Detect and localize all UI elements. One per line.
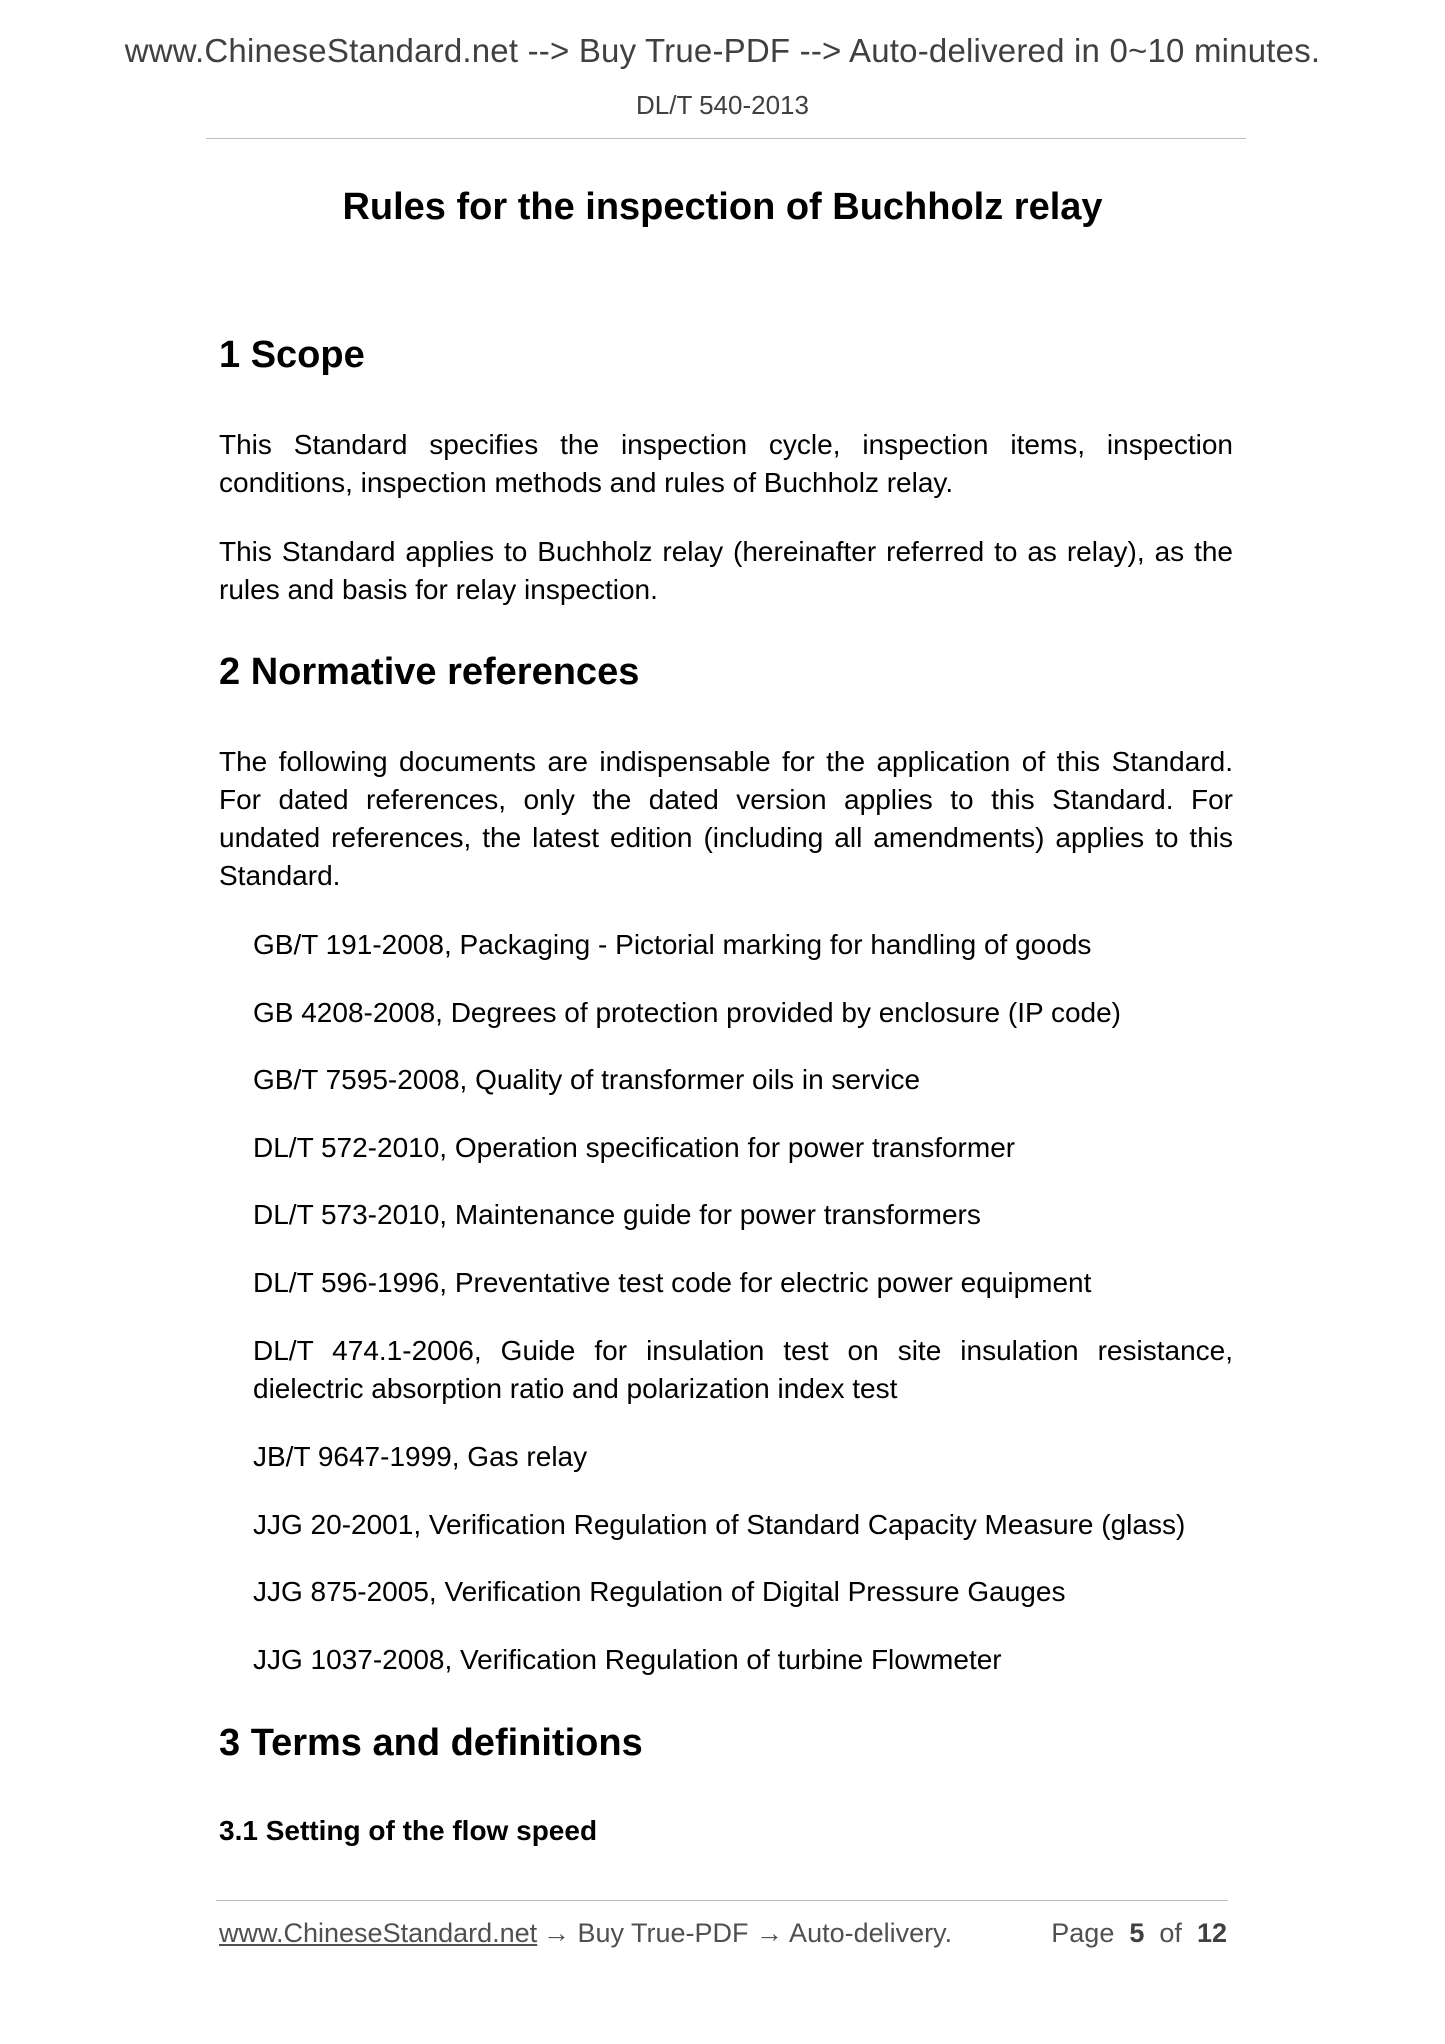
reference-item: JJG 20-2001, Verification Regulation of Standard Capacity Measure (glass) [253, 1509, 1186, 1540]
page-label: Page [1051, 1918, 1115, 1948]
references-intro: The following documents are indispensable for the application of this Standard. For dated references, only the dated version applies to this Standard. For undated references, the latest edition (including all amendments) applies to this Standard. [219, 746, 1233, 891]
reference-item: JJG 875-2005, Verification Regulation of Digital Pressure Gauges [253, 1576, 1066, 1607]
reference-item: DL/T 596-1996, Preventative test code for electric power equipment [253, 1267, 1092, 1298]
footer-tagline: → Buy True-PDF → Auto-delivery. [543, 1918, 953, 1948]
page-of: of [1159, 1918, 1182, 1948]
document-title: Rules for the inspection of Buchholz relay [342, 186, 1103, 228]
page-current: 5 [1129, 1918, 1145, 1948]
footer [219, 1918, 1229, 1958]
scope-paragraph-1: This Standard specifies the inspection cycle, inspection items, inspection conditions, inspection methods and rules of Buchholz relay. [219, 429, 1233, 498]
reference-item: DL/T 474.1-2006, Guide for insulation test on site insulation resistance, dielectric absorption ratio and polarization index test [253, 1335, 1233, 1404]
section-heading-references: 2 Normative references [219, 651, 640, 693]
site-banner: www.ChineseStandard.net --> Buy True-PDF --> Auto-delivered in 0~10 minutes. [124, 32, 1321, 69]
reference-item: JJG 1037-2008, Verification Regulation of turbine Flowmeter [253, 1644, 1002, 1675]
standard-code: DL/T 540-2013 [636, 90, 809, 120]
reference-item: DL/T 573-2010, Maintenance guide for power transformers [253, 1199, 981, 1230]
reference-item: GB 4208-2008, Degrees of protection provided by enclosure (IP code) [253, 997, 1121, 1028]
page-total: 12 [1196, 1918, 1227, 1948]
footer-divider [216, 1900, 1228, 1901]
page-indicator [1051, 1918, 1227, 1949]
reference-item: GB/T 191-2008, Packaging - Pictorial marking for handling of goods [253, 929, 1092, 960]
section-heading-terms: 3 Terms and definitions [219, 1722, 643, 1764]
reference-item: DL/T 572-2010, Operation specification for power transformer [253, 1132, 1016, 1163]
footer-site-link[interactable]: www.ChineseStandard.net [219, 1918, 538, 1948]
section-heading-scope: 1 Scope [219, 334, 365, 376]
header-divider [206, 138, 1246, 139]
reference-item: GB/T 7595-2008, Quality of transformer oils in service [253, 1064, 921, 1095]
scope-paragraph-2: This Standard applies to Buchholz relay (hereinafter referred to as relay), as the rules and basis for relay inspection. [219, 536, 1233, 605]
subsection-heading: 3.1 Setting of the flow speed [219, 1815, 598, 1846]
reference-item: JB/T 9647-1999, Gas relay [253, 1441, 588, 1472]
